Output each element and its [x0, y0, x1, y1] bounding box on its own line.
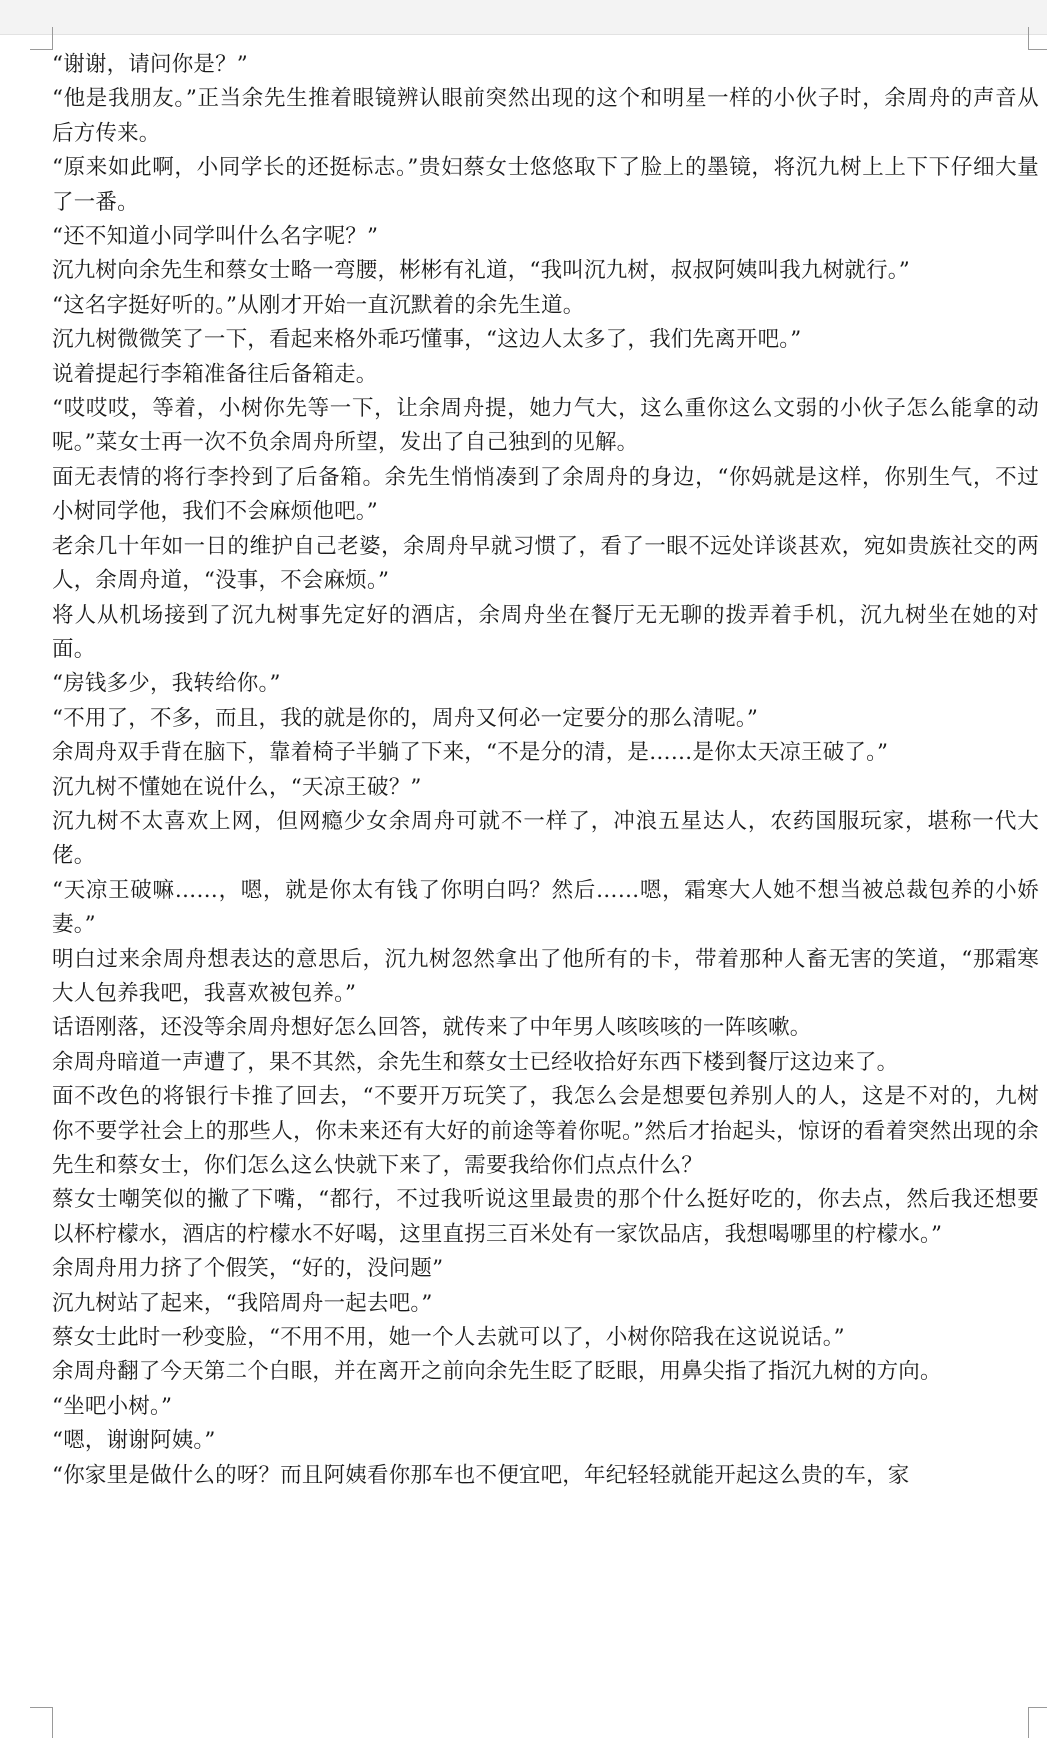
paragraph: 面无表情的将行李拎到了后备箱。余先生悄悄凑到了余周舟的身边，“你妈就是这样，你别生气，不过小树同学他，我们不会麻烦他吧。” — [52, 464, 1039, 525]
paragraph: “还不知道小同学叫什么名字呢？” — [52, 224, 379, 250]
paragraph: 余周舟双手背在脑下，靠着椅子半躺了下来，“不是分的清，是……是你太天凉王破了。” — [52, 740, 889, 766]
paragraph: “原来如此啊，小同学长的还挺标志。”贵妇蔡女士悠悠取下了脸上的墨镜，将沉九树上上下下仔细大量了一番。 — [52, 155, 1039, 215]
paragraph: “他是我朋友。”正当余先生推着眼镜辨认眼前突然出现的这个和明星一样的小伙子时，余周舟的声音从后方传来。 — [52, 86, 1039, 146]
margin-corner-mark-bottom-left — [30, 1707, 53, 1738]
paragraph: 面不改色的将银行卡推了回去，“不要开万玩笑了，我怎么会是想要包养别人的人，这是不对的，九树你不要学社会上的那些人，你未来还有大好的前途等着你呢。”然后才抬起头，惊讶的看着突然出现的余先生和蔡女士，你们怎么这么快就下来了，需要我给你们点点什么？ — [52, 1084, 1039, 1178]
paragraph: 老余几十年如一日的维护自己老婆，余周舟早就习惯了，看了一眼不远处详谈甚欢，宛如贵族社交的两人，余周舟道，“没事，不会麻烦。” — [52, 533, 1039, 594]
paragraph: 余周舟用力挤了个假笑，“好的，没问题” — [52, 1256, 444, 1282]
margin-corner-mark-bottom-right — [1028, 1707, 1047, 1738]
paragraph: “不用了，不多，而且，我的就是你的，周舟又何必一定要分的那么清呢。” — [52, 705, 759, 731]
paragraph: 明白过来余周舟想表达的意思后，沉九树忽然拿出了他所有的卡，带着那种人畜无害的笑道，“那霜寒大人包养我吧，我喜欢被包养。” — [52, 946, 1039, 1006]
paragraph: 说着提起行李箱准备往后备箱走。 — [52, 361, 378, 387]
document-body — [52, 48, 1039, 1493]
paragraph: 沉九树不太喜欢上网，但网瘾少女余周舟可就不一样了，冲浪五星达人，农药国服玩家，堪称一代大佬。 — [52, 808, 1039, 869]
paragraph: 余周舟暗道一声遭了，果不其然，余先生和蔡女士已经收拾好东西下楼到餐厅这边来了。 — [52, 1049, 899, 1075]
paragraph: “哎哎哎，等着，小树你先等一下，让余周舟提，她力气大，这么重你这么文弱的小伙子怎么能拿的动呢。”菜女士再一次不负余周舟所望，发出了自己独到的见解。 — [52, 396, 1039, 456]
paragraph: “天凉王破嘛……，嗯，就是你太有钱了你明白吗？然后……嗯，霜寒大人她不想当被总裁包养的小娇妻。” — [52, 877, 1039, 938]
margin-corner-mark-top-left — [30, 27, 53, 50]
paragraph: “谢谢，请问你是？” — [52, 52, 248, 77]
paragraph: 沉九树微微笑了一下，看起来格外乖巧懂事，“这边人太多了，我们先离开吧。” — [52, 327, 802, 353]
paragraph: 蔡女士嘲笑似的撇了下嘴，“都行，不过我听说这里最贵的那个什么挺好吃的，你去点，然后我还想要以杯柠檬水，酒店的柠檬水不好喝，这里直拐三百米处有一家饮品店，我想喝哪里的柠檬水。” — [52, 1187, 1039, 1247]
paragraph: 沉九树向余先生和蔡女士略一弯腰，彬彬有礼道，“我叫沉九树，叔叔阿姨叫我九树就行。” — [52, 258, 910, 284]
paragraph: 余周舟翻了今天第二个白眼，并在离开之前向余先生眨了眨眼，用鼻尖指了指沉九树的方向。 — [52, 1359, 942, 1385]
paragraph: 蔡女士此时一秒变脸，“不用不用，她一个人去就可以了，小树你陪我在这说说话。” — [52, 1325, 845, 1351]
paragraph: 话语刚落，还没等余周舟想好怎么回答，就传来了中年男人咳咳咳的一阵咳嗽。 — [52, 1015, 812, 1041]
paragraph: “坐吧小树。” — [52, 1393, 173, 1419]
paragraph: “房钱多少，我转给你。” — [52, 671, 281, 697]
paragraph: 沉九树站了起来，“我陪周舟一起去吧。” — [52, 1290, 433, 1316]
paragraph: 沉九树不懂她在说什么，“天凉王破？” — [52, 774, 422, 800]
top-toolbar-area — [0, 0, 1047, 35]
margin-corner-mark-top-right — [1028, 27, 1047, 50]
paragraph: “你家里是做什么的呀？而且阿姨看你那车也不便宜吧，年纪轻轻就能开起这么贵的车，家 — [52, 1462, 910, 1488]
paragraph: “这名字挺好听的。”从刚才开始一直沉默着的余先生道。 — [52, 292, 585, 318]
paragraph: 将人从机场接到了沉九树事先定好的酒店，余周舟坐在餐厅无无聊的拨弄着手机，沉九树坐在她的对面。 — [52, 602, 1039, 662]
paragraph: “嗯，谢谢阿姨。” — [52, 1428, 216, 1454]
